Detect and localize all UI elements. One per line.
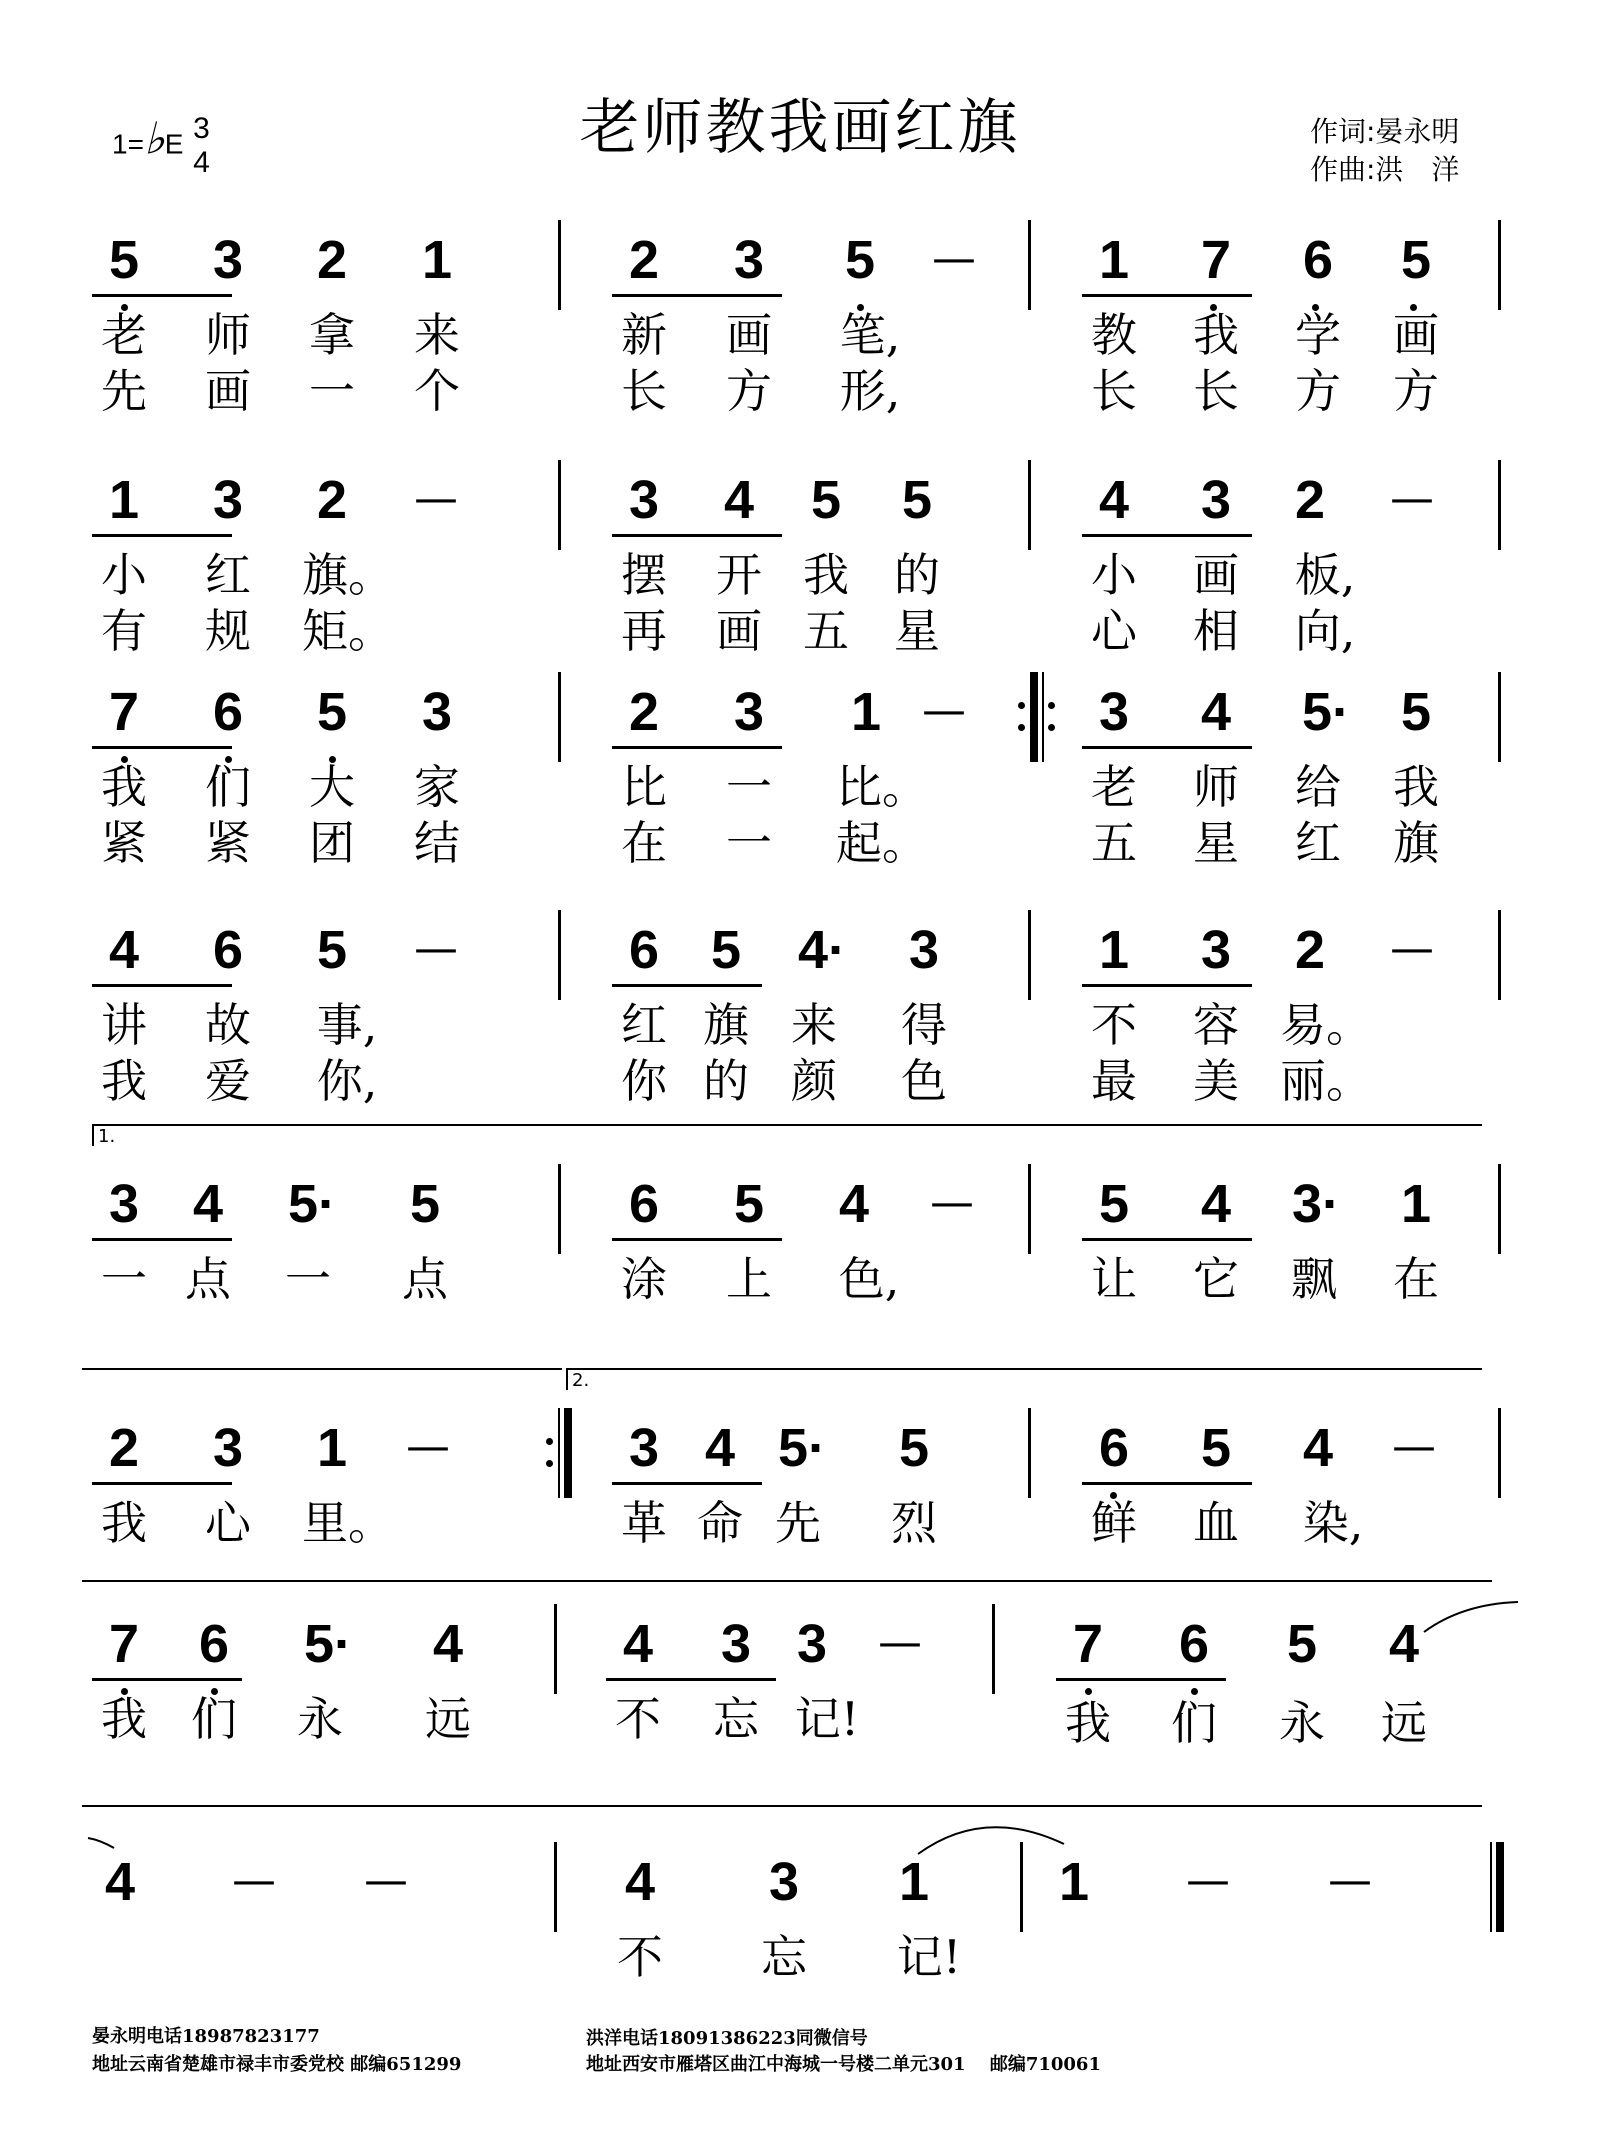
lyric-1: 我 [803,548,849,602]
lyric-2: 形, [839,364,901,418]
underline [1082,746,1252,749]
lyric-1: 旗 [703,998,749,1052]
bar-line [558,672,561,762]
underline [1082,984,1252,987]
lyric-1: 讲 [101,998,147,1052]
lyric-2: 规 [205,604,251,658]
note: 4 [192,1174,224,1234]
sustain-dash: — [232,1855,276,1906]
bar-line [1498,672,1501,762]
note: 1 [898,1852,930,1912]
note: 3 [212,1418,244,1478]
lyric-1: 让 [1091,1252,1137,1306]
note: 3 [733,230,765,290]
note: 5 [710,920,742,980]
note: 2 [108,1418,140,1478]
lyric-2: 长 [1193,364,1239,418]
lyric-1: 我 [1193,308,1239,362]
underline [1082,1482,1252,1485]
lyric-1: 血 [1193,1496,1239,1550]
repeat-dot [546,1460,553,1467]
lyric-2: 方 [1295,364,1341,418]
tie-arc [914,1814,1074,1860]
note: 6 [212,920,244,980]
note: 5 [316,920,348,980]
lyric-1: 来 [791,998,837,1052]
note: 6 [1178,1614,1210,1674]
repeat-bar-thick [564,1408,572,1498]
lyric-2: 最 [1091,1054,1137,1108]
repeat-dot [1018,702,1025,709]
composer: 作曲:洪 洋 [1310,153,1460,186]
lyric-1: 革 [621,1496,667,1550]
lyric-1: 烈 [891,1496,937,1550]
system-separator [82,1580,1492,1582]
note: 3 [908,920,940,980]
lyric-2: 再 [621,604,667,658]
bar-line [1498,1408,1501,1498]
lyric-1: 拿 [309,308,355,362]
lyric-1: 永 [1279,1696,1325,1750]
note: 5 [901,470,933,530]
note: 6 [1098,1418,1130,1478]
lyric-1: 上 [726,1252,772,1306]
note: 5 [409,1174,441,1234]
lyric-1: 小 [101,548,147,602]
repeat-dot [1048,702,1055,709]
note: 4 [432,1614,464,1674]
note: 1 [1098,230,1130,290]
lyric-2: 画 [716,604,762,658]
note: 2 [1294,470,1326,530]
lyric-1: 远 [1381,1696,1427,1750]
note: 3 [720,1614,752,1674]
lyric-2: 有 [101,604,147,658]
lyric-1: 画 [1193,548,1239,602]
note: 4 [108,920,140,980]
note: 5· [1301,682,1350,742]
underline [92,294,232,297]
volta-1-label: 1. [98,1126,116,1147]
note: 4 [1098,470,1130,530]
sustain-dash: — [878,1617,922,1668]
sustain-dash: — [922,685,966,736]
lyric-2: 美 [1193,1054,1239,1108]
note: 5 [108,230,140,290]
repeat-dot [546,1438,553,1445]
lyric-1: 记! [794,1692,860,1746]
lyric-1: 色, [838,1252,900,1306]
note: 4 [1388,1614,1420,1674]
note: 4 [622,1614,654,1674]
lyric-1: 板, [1294,548,1356,602]
sustain-dash: — [414,923,458,974]
lyric-1: 一 [726,760,772,814]
bar-line [558,460,561,550]
note: 5 [316,682,348,742]
lyric-2: 颜 [791,1054,837,1108]
lyric-1: 开 [716,548,762,602]
time-signature [193,112,210,180]
bar-line [554,1604,557,1694]
sustain-dash: — [406,1421,450,1472]
note: 1 [1058,1852,1090,1912]
note: 2 [628,230,660,290]
note: 5 [1200,1418,1232,1478]
lyric-2: 长 [621,364,667,418]
lyric-1: 一 [285,1252,331,1306]
note: 3 [212,470,244,530]
lyric-1: 一 [101,1252,147,1306]
sustain-dash: — [364,1855,408,1906]
song-title: 老师教我画红旗 [579,93,1021,163]
repeat-dot [1048,724,1055,731]
note: 7 [1072,1614,1104,1674]
lyric-1: 先 [775,1496,821,1550]
note: 3 [1200,920,1232,980]
low-octave-dot [1085,1688,1092,1695]
bar-line [558,1164,561,1254]
footer-left-line-1: 晏永明电话18987823177 [92,2026,320,2047]
note: 6 [628,1174,660,1234]
bar-line [558,220,561,310]
lyric-1: 飘 [1291,1252,1337,1306]
note: 5 [1400,230,1432,290]
footer-left-line-2: 地址云南省楚雄市禄丰市委党校 邮编651299 [92,2054,462,2075]
lyric-1: 它 [1193,1252,1239,1306]
sustain-dash: — [1390,473,1434,524]
lyric-1: 师 [205,308,251,362]
lyric-1: 记! [896,1930,962,1984]
lyric-1: 大 [309,760,355,814]
lyric-2: 在 [621,816,667,870]
system-separator [82,1805,1482,1807]
note: 5· [303,1614,352,1674]
repeat-dot [1018,724,1025,731]
note: 4 [723,470,755,530]
time-numerator: 3 [193,112,210,145]
bar-line [992,1604,995,1694]
lyric-2: 红 [1295,816,1341,870]
note: 4· [797,920,846,980]
lyric-2: 你, [316,1054,378,1108]
bar-line [1028,220,1031,310]
note: 3 [1098,682,1130,742]
note: 6 [628,920,660,980]
bar-line [554,1842,557,1932]
note: 2 [628,682,660,742]
lyric-2: 五 [803,604,849,658]
footer-right-line-1: 洪洋电话18091386223同微信号 [586,2028,868,2049]
volta-bracket-1 [92,1124,1482,1126]
lyric-1: 涂 [621,1252,667,1306]
repeat-bar-thick [1030,672,1038,762]
note: 5· [777,1418,826,1478]
note: 1 [421,230,453,290]
lyric-1: 忘 [713,1692,759,1746]
note: 3 [768,1852,800,1912]
lyric-2: 个 [414,364,460,418]
lyric-1: 点 [185,1252,231,1306]
key-note: E [164,128,184,160]
note: 5 [733,1174,765,1234]
note: 2 [1294,920,1326,980]
note: 3 [628,1418,660,1478]
bar-line [1028,1164,1031,1254]
bar-line [1498,460,1501,550]
lyric-1: 的 [894,548,940,602]
volta-2-label: 2. [572,1370,590,1391]
underline [92,984,232,987]
lyric-1: 画 [1393,308,1439,362]
lyric-2: 结 [414,816,460,870]
volta-bracket-1-hook [92,1124,94,1146]
repeat-bar-thin [1042,672,1044,762]
lyric-1: 小 [1091,548,1137,602]
lyric-1: 我 [1065,1696,1111,1750]
key-prefix: 1= [112,128,144,160]
lyric-1: 老 [1091,760,1137,814]
lyric-1: 给 [1295,760,1341,814]
bar-line [1028,910,1031,1000]
underline [92,1678,242,1681]
bar-line [1028,1408,1031,1498]
lyric-1: 点 [402,1252,448,1306]
sustain-dash: — [930,1177,974,1228]
lyric-2: 一 [726,816,772,870]
note: 1 [1098,920,1130,980]
key-signature [112,112,210,180]
lyric-1: 我 [101,1692,147,1746]
lyric-1: 我 [101,1496,147,1550]
lyric-1: 我 [1393,760,1439,814]
note: 2 [316,230,348,290]
underline [92,1482,232,1485]
lyric-1: 教 [1091,308,1137,362]
lyric-2: 矩。 [302,604,394,658]
note: 5 [898,1418,930,1478]
volta-bracket-2-hook [566,1368,568,1390]
lyric-1: 比。 [836,760,928,814]
note: 4 [624,1852,656,1912]
lyric-1: 学 [1295,308,1341,362]
note: 4 [104,1852,136,1912]
volta-bracket-1-end [82,1368,562,1370]
note: 1 [1400,1174,1432,1234]
note: 5 [1098,1174,1130,1234]
underline [1082,294,1252,297]
volta-bracket-2 [566,1368,1482,1370]
lyric-1: 在 [1393,1252,1439,1306]
underline [92,1238,232,1241]
lyric-1: 我 [101,760,147,814]
lyric-1: 笔, [839,308,901,362]
note: 7 [108,682,140,742]
underline [612,1482,762,1485]
lyric-1: 们 [1171,1696,1217,1750]
lyric-1: 事, [316,998,378,1052]
lyric-1: 不 [1091,998,1137,1052]
lyric-2: 星 [894,604,940,658]
lyric-1: 易。 [1280,998,1372,1052]
time-denominator: 4 [193,146,210,179]
lyric-2: 旗 [1393,816,1439,870]
flat-icon: ♭ [143,114,165,164]
lyric-2: 一 [309,364,355,418]
footer-right-line-2: 地址西安市雁塔区曲江中海城一号楼二单元301 邮编710061 [586,2054,1101,2075]
low-octave-dot [1191,1688,1198,1695]
note: 4 [1200,682,1232,742]
lyric-2: 向, [1294,604,1356,658]
note: 3 [421,682,453,742]
lyric-1: 心 [205,1496,251,1550]
note: 4 [704,1418,736,1478]
underline [612,746,782,749]
note: 3 [628,470,660,530]
sustain-dash: — [932,233,976,284]
lyric-2: 爱 [205,1054,251,1108]
underline [92,746,232,749]
underline [1082,534,1252,537]
lyric-1: 家 [414,760,460,814]
note: 4 [1200,1174,1232,1234]
final-bar-thick [1496,1842,1504,1932]
note: 3· [1291,1174,1340,1234]
bar-line [1498,220,1501,310]
sustain-dash: — [1328,1855,1372,1906]
bar-line [1498,910,1501,1000]
lyric-2: 团 [309,816,355,870]
underline [612,294,782,297]
note: 4 [838,1174,870,1234]
lyric-1: 容 [1193,998,1239,1052]
lyric-2: 我 [101,1054,147,1108]
note: 5 [844,230,876,290]
underline [606,1678,776,1681]
sustain-dash: — [1186,1855,1230,1906]
lyric-1: 摆 [621,548,667,602]
note: 3 [212,230,244,290]
note: 3 [796,1614,828,1674]
note: 7 [108,1614,140,1674]
lyric-2: 长 [1091,364,1137,418]
note: 5 [1400,682,1432,742]
lyric-2: 五 [1091,816,1137,870]
lyric-2: 你 [621,1054,667,1108]
lyric-2: 先 [101,364,147,418]
bar-line [1498,1164,1501,1254]
note: 7 [1200,230,1232,290]
lyric-1: 新 [621,308,667,362]
credits [1310,113,1459,189]
lyric-1: 远 [425,1692,471,1746]
bar-line [1028,460,1031,550]
lyric-2: 紧 [101,816,147,870]
note: 3 [1200,470,1232,530]
final-bar-thin [1490,1842,1492,1932]
lyric-1: 不 [615,1692,661,1746]
underline [612,534,782,537]
lyric-1: 故 [205,998,251,1052]
lyric-1: 旗。 [302,548,394,602]
lyric-1: 不 [617,1930,663,1984]
lyric-2: 心 [1091,604,1137,658]
underline [612,984,762,987]
note: 3 [733,682,765,742]
lyric-1: 们 [191,1692,237,1746]
lyric-2: 相 [1193,604,1239,658]
underline [612,1238,782,1241]
lyric-2: 紧 [205,816,251,870]
lyric-1: 鲜 [1091,1496,1137,1550]
note: 6 [212,682,244,742]
note: 1 [316,1418,348,1478]
lyric-1: 画 [726,308,772,362]
underline [1082,1238,1252,1241]
note: 5 [1286,1614,1318,1674]
lyric-2: 丽。 [1280,1054,1372,1108]
lyric-1: 师 [1193,760,1239,814]
tie-arc [1422,1598,1522,1638]
note: 5· [287,1174,336,1234]
note: 3 [108,1174,140,1234]
lyric-1: 来 [414,308,460,362]
sustain-dash: — [1392,1421,1436,1472]
note: 4 [1302,1418,1334,1478]
lyric-1: 里。 [302,1496,394,1550]
lyric-2: 方 [1393,364,1439,418]
sustain-dash: — [1390,923,1434,974]
lyric-1: 红 [205,548,251,602]
note: 1 [108,470,140,530]
lyric-1: 染, [1302,1496,1364,1550]
lyric-1: 得 [901,998,947,1052]
note: 6 [1302,230,1334,290]
lyric-1: 比 [621,760,667,814]
lyric-2: 起。 [836,816,928,870]
underline [1056,1678,1226,1681]
sustain-dash: — [414,473,458,524]
lyric-2: 色 [901,1054,947,1108]
lyricist: 作词:晏永明 [1310,115,1460,148]
note: 1 [850,682,882,742]
underline [92,534,232,537]
lyric-1: 永 [297,1692,343,1746]
lyric-1: 命 [697,1496,743,1550]
lyric-1: 红 [621,998,667,1052]
note: 6 [198,1614,230,1674]
bar-line [558,910,561,1000]
note: 5 [810,470,842,530]
lyric-1: 老 [101,308,147,362]
lyric-2: 的 [703,1054,749,1108]
note: 2 [316,470,348,530]
lyric-2: 画 [205,364,251,418]
repeat-bar-thin [558,1408,560,1498]
lyric-1: 忘 [761,1930,807,1984]
lyric-2: 星 [1193,816,1239,870]
lyric-1: 们 [205,760,251,814]
lyric-2: 方 [726,364,772,418]
